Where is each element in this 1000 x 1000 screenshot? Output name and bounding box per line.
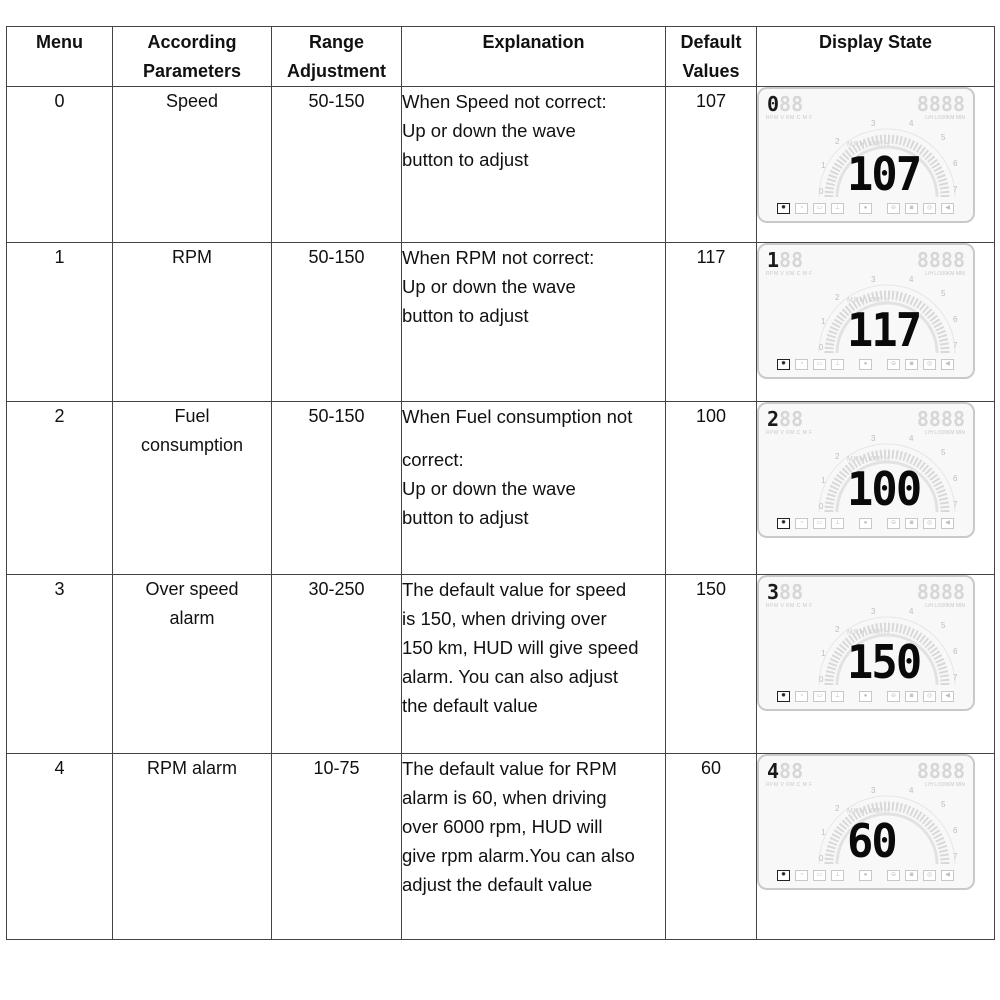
thumb-indicator-icon: ◙	[905, 203, 918, 214]
explanation-cell	[402, 754, 666, 940]
temperature-indicator-icon: ⊥	[831, 518, 844, 529]
hud-menu-indicator: 088	[767, 92, 804, 116]
hud-aux-readout: 8888	[916, 248, 965, 272]
gauge-mark: 5	[941, 800, 946, 809]
engine-indicator-icon: ⊖	[887, 691, 900, 702]
hud-units-left: RPM V KM C M F	[766, 271, 813, 277]
light-indicator-icon: ●	[859, 518, 872, 529]
hud-aux-readout: 8888	[916, 92, 965, 116]
parameter-label: Speed	[165, 91, 219, 111]
hud-value: 60	[847, 814, 896, 868]
explanation-line: the default value	[402, 695, 538, 716]
explanation-line: button to adjust	[402, 305, 529, 326]
explanation-line: give rpm alarm.You can also	[402, 845, 635, 866]
gauge-mark: 7	[953, 341, 958, 350]
settings-indicator-icon: ✹	[777, 518, 790, 529]
gauge-mark: 6	[953, 315, 958, 324]
hud-units-left: RPM V KM C M F	[766, 430, 813, 436]
header-default: Default Values	[666, 27, 757, 87]
engine-indicator-icon: ⊖	[887, 359, 900, 370]
eco-indicator-icon: ◎	[923, 203, 936, 214]
parameter-label: consumption	[140, 435, 244, 455]
hud-value: 150	[847, 635, 921, 689]
hud-speed-units: MPH KM/H	[847, 141, 890, 148]
light-indicator-icon: ●	[859, 870, 872, 881]
engine-indicator-icon: ⊖	[887, 870, 900, 881]
thumb-indicator-icon: ◙	[905, 518, 918, 529]
engine-indicator-icon: ⊖	[887, 203, 900, 214]
hud-menu-indicator: 188	[767, 248, 804, 272]
gauge-mark: 0	[819, 187, 824, 196]
default-cell: 60	[666, 754, 757, 940]
gauge-mark: 4	[909, 275, 914, 284]
gauge-mark: 2	[835, 137, 840, 146]
settings-indicator-icon: ✹	[777, 359, 790, 370]
table-row	[7, 754, 995, 940]
header-menu: Menu	[7, 27, 113, 87]
gauge-mark: 7	[953, 673, 958, 682]
explanation-cell	[402, 575, 666, 754]
hud-speed-units: MPH KM/H	[847, 456, 890, 463]
hud-indicator-icons	[777, 691, 954, 702]
eco-indicator-icon: ◎	[923, 518, 936, 529]
hud-aux-readout: 8888	[916, 407, 965, 431]
gauge-mark: 0	[819, 675, 824, 684]
gauge-indicator-icon: ◔	[795, 518, 808, 529]
explanation-line: When Fuel consumption not	[402, 406, 633, 427]
hud-value: 100	[847, 462, 921, 516]
menu-cell: 0	[7, 87, 113, 243]
hud-indicator-icons	[777, 518, 954, 529]
hud-indicator-icons	[777, 203, 954, 214]
table-row	[7, 243, 995, 402]
explanation-line: Up or down the wave	[402, 276, 576, 297]
display-cell	[757, 87, 995, 243]
explanation-line: 150 km, HUD will give speed	[402, 637, 639, 658]
gauge-mark: 4	[909, 434, 914, 443]
battery-indicator-icon: ▭	[813, 691, 826, 702]
sound-indicator-icon: ◀	[941, 691, 954, 702]
gauge-mark: 5	[941, 621, 946, 630]
display-cell	[757, 575, 995, 754]
parameter-label: RPM	[172, 247, 212, 267]
hud-value: 117	[847, 303, 921, 357]
explanation-line: adjust the default value	[402, 874, 593, 895]
header-parameters: According Parameters	[113, 27, 272, 87]
gauge-mark: 1	[821, 161, 826, 170]
temperature-indicator-icon: ⊥	[831, 203, 844, 214]
sound-indicator-icon: ◀	[941, 359, 954, 370]
menu-cell: 1	[7, 243, 113, 402]
hud-speed-units: MPH KM/H	[847, 297, 890, 304]
default-cell: 117	[666, 243, 757, 402]
parameter-label: Fuel	[174, 406, 210, 426]
eco-indicator-icon: ◎	[923, 691, 936, 702]
hud-display	[757, 402, 975, 538]
explanation-line: The default value for RPM	[402, 758, 617, 779]
explanation-line: When Speed not correct:	[402, 91, 607, 112]
hud-menu-indicator: 388	[767, 580, 804, 604]
parameter-cell	[113, 243, 272, 402]
explanation-line: The default value for speed	[402, 579, 627, 600]
hud-units-right: L/H L/100KM MIN	[925, 782, 965, 788]
thumb-indicator-icon: ◙	[905, 691, 918, 702]
gauge-mark: 6	[953, 647, 958, 656]
default-cell: 100	[666, 402, 757, 575]
gauge-indicator-icon: ◔	[795, 359, 808, 370]
temperature-indicator-icon: ⊥	[831, 870, 844, 881]
gauge-mark: 7	[953, 185, 958, 194]
explanation-line: button to adjust	[402, 507, 529, 528]
hud-indicator-icons	[777, 870, 954, 881]
sound-indicator-icon: ◀	[941, 870, 954, 881]
hud-speed-units: MPH KM/H	[847, 629, 890, 636]
gauge-mark: 7	[953, 852, 958, 861]
battery-indicator-icon: ▭	[813, 870, 826, 881]
hud-speed-units: MPH KM/H	[847, 808, 890, 815]
table-row	[7, 575, 995, 754]
explanation-line: correct:	[402, 449, 464, 470]
hud-units-left: RPM V KM C M F	[766, 603, 813, 609]
light-indicator-icon: ●	[859, 691, 872, 702]
menu-cell: 3	[7, 575, 113, 754]
sound-indicator-icon: ◀	[941, 518, 954, 529]
gauge-mark: 3	[871, 607, 876, 616]
explanation-cell	[402, 402, 666, 575]
hud-aux-readout: 8888	[916, 759, 965, 783]
battery-indicator-icon: ▭	[813, 518, 826, 529]
gauge-indicator-icon: ◔	[795, 870, 808, 881]
gauge-mark: 3	[871, 275, 876, 284]
eco-indicator-icon: ◎	[923, 359, 936, 370]
explanation-line: alarm is 60, when driving	[402, 787, 607, 808]
gauge-mark: 6	[953, 474, 958, 483]
explanation-line: is 150, when driving over	[402, 608, 607, 629]
parameter-cell	[113, 402, 272, 575]
header-display: Display State	[757, 27, 995, 87]
sound-indicator-icon: ◀	[941, 203, 954, 214]
explanation-cell	[402, 87, 666, 243]
menu-cell: 4	[7, 754, 113, 940]
battery-indicator-icon: ▭	[813, 359, 826, 370]
hud-menu-indicator: 488	[767, 759, 804, 783]
hud-units-right: L/H L/100KM MIN	[925, 115, 965, 121]
hud-aux-readout: 8888	[916, 580, 965, 604]
gauge-mark: 3	[871, 119, 876, 128]
gauge-mark: 6	[953, 826, 958, 835]
gauge-mark: 0	[819, 502, 824, 511]
gauge-indicator-icon: ◔	[795, 691, 808, 702]
gauge-mark: 2	[835, 804, 840, 813]
gauge-mark: 2	[835, 625, 840, 634]
temperature-indicator-icon: ⊥	[831, 359, 844, 370]
parameter-label: alarm	[169, 608, 215, 628]
gauge-mark: 0	[819, 343, 824, 352]
range-cell: 50-150	[272, 87, 402, 243]
hud-units-left: RPM V KM C M F	[766, 115, 813, 121]
gauge-mark: 6	[953, 159, 958, 168]
hud-units-left: RPM V KM C M F	[766, 782, 813, 788]
explanation-line: When RPM not correct:	[402, 247, 595, 268]
parameter-cell	[113, 754, 272, 940]
hud-display	[757, 243, 975, 379]
table-header-row	[7, 27, 995, 87]
explanation-line: Up or down the wave	[402, 120, 576, 141]
default-cell: 150	[666, 575, 757, 754]
gauge-mark: 5	[941, 133, 946, 142]
hud-display	[757, 87, 975, 223]
thumb-indicator-icon: ◙	[905, 359, 918, 370]
hud-value: 107	[847, 147, 921, 201]
parameter-table	[6, 26, 995, 940]
range-cell: 50-150	[272, 243, 402, 402]
parameter-label: Over speed	[145, 579, 239, 599]
explanation-line: button to adjust	[402, 149, 529, 170]
gauge-mark: 0	[819, 854, 824, 863]
hud-units-right: L/H L/100KM MIN	[925, 271, 965, 277]
default-cell: 107	[666, 87, 757, 243]
hud-units-right: L/H L/100KM MIN	[925, 603, 965, 609]
gauge-mark: 1	[821, 649, 826, 658]
hud-indicator-icons	[777, 359, 954, 370]
thumb-indicator-icon: ◙	[905, 870, 918, 881]
light-indicator-icon: ●	[859, 359, 872, 370]
gauge-mark: 7	[953, 500, 958, 509]
gauge-mark: 4	[909, 786, 914, 795]
gauge-mark: 4	[909, 607, 914, 616]
range-cell: 10-75	[272, 754, 402, 940]
range-cell: 30-250	[272, 575, 402, 754]
explanation-line: Up or down the wave	[402, 478, 576, 499]
gauge-mark: 1	[821, 476, 826, 485]
parameter-cell	[113, 575, 272, 754]
gauge-mark: 5	[941, 289, 946, 298]
hud-menu-indicator: 288	[767, 407, 804, 431]
gauge-mark: 4	[909, 119, 914, 128]
gauge-mark: 5	[941, 448, 946, 457]
display-cell	[757, 243, 995, 402]
settings-indicator-icon: ✹	[777, 203, 790, 214]
hud-display	[757, 754, 975, 890]
explanation-line: over 6000 rpm, HUD will	[402, 816, 603, 837]
menu-cell: 2	[7, 402, 113, 575]
engine-indicator-icon: ⊖	[887, 518, 900, 529]
explanation-line: alarm. You can also adjust	[402, 666, 618, 687]
gauge-mark: 1	[821, 828, 826, 837]
table-row	[7, 87, 995, 243]
header-explanation: Explanation	[402, 27, 666, 87]
battery-indicator-icon: ▭	[813, 203, 826, 214]
header-range: Range Adjustment	[272, 27, 402, 87]
gauge-mark: 2	[835, 293, 840, 302]
light-indicator-icon: ●	[859, 203, 872, 214]
gauge-mark: 3	[871, 434, 876, 443]
range-cell: 50-150	[272, 402, 402, 575]
explanation-cell	[402, 243, 666, 402]
hud-units-right: L/H L/100KM MIN	[925, 430, 965, 436]
table-row	[7, 402, 995, 575]
gauge-indicator-icon: ◔	[795, 203, 808, 214]
settings-indicator-icon: ✹	[777, 691, 790, 702]
settings-indicator-icon: ✹	[777, 870, 790, 881]
display-cell	[757, 402, 995, 575]
gauge-mark: 3	[871, 786, 876, 795]
gauge-mark: 1	[821, 317, 826, 326]
hud-display	[757, 575, 975, 711]
eco-indicator-icon: ◎	[923, 870, 936, 881]
parameter-label: RPM alarm	[146, 758, 237, 778]
parameter-cell	[113, 87, 272, 243]
temperature-indicator-icon: ⊥	[831, 691, 844, 702]
gauge-mark: 2	[835, 452, 840, 461]
display-cell	[757, 754, 995, 940]
